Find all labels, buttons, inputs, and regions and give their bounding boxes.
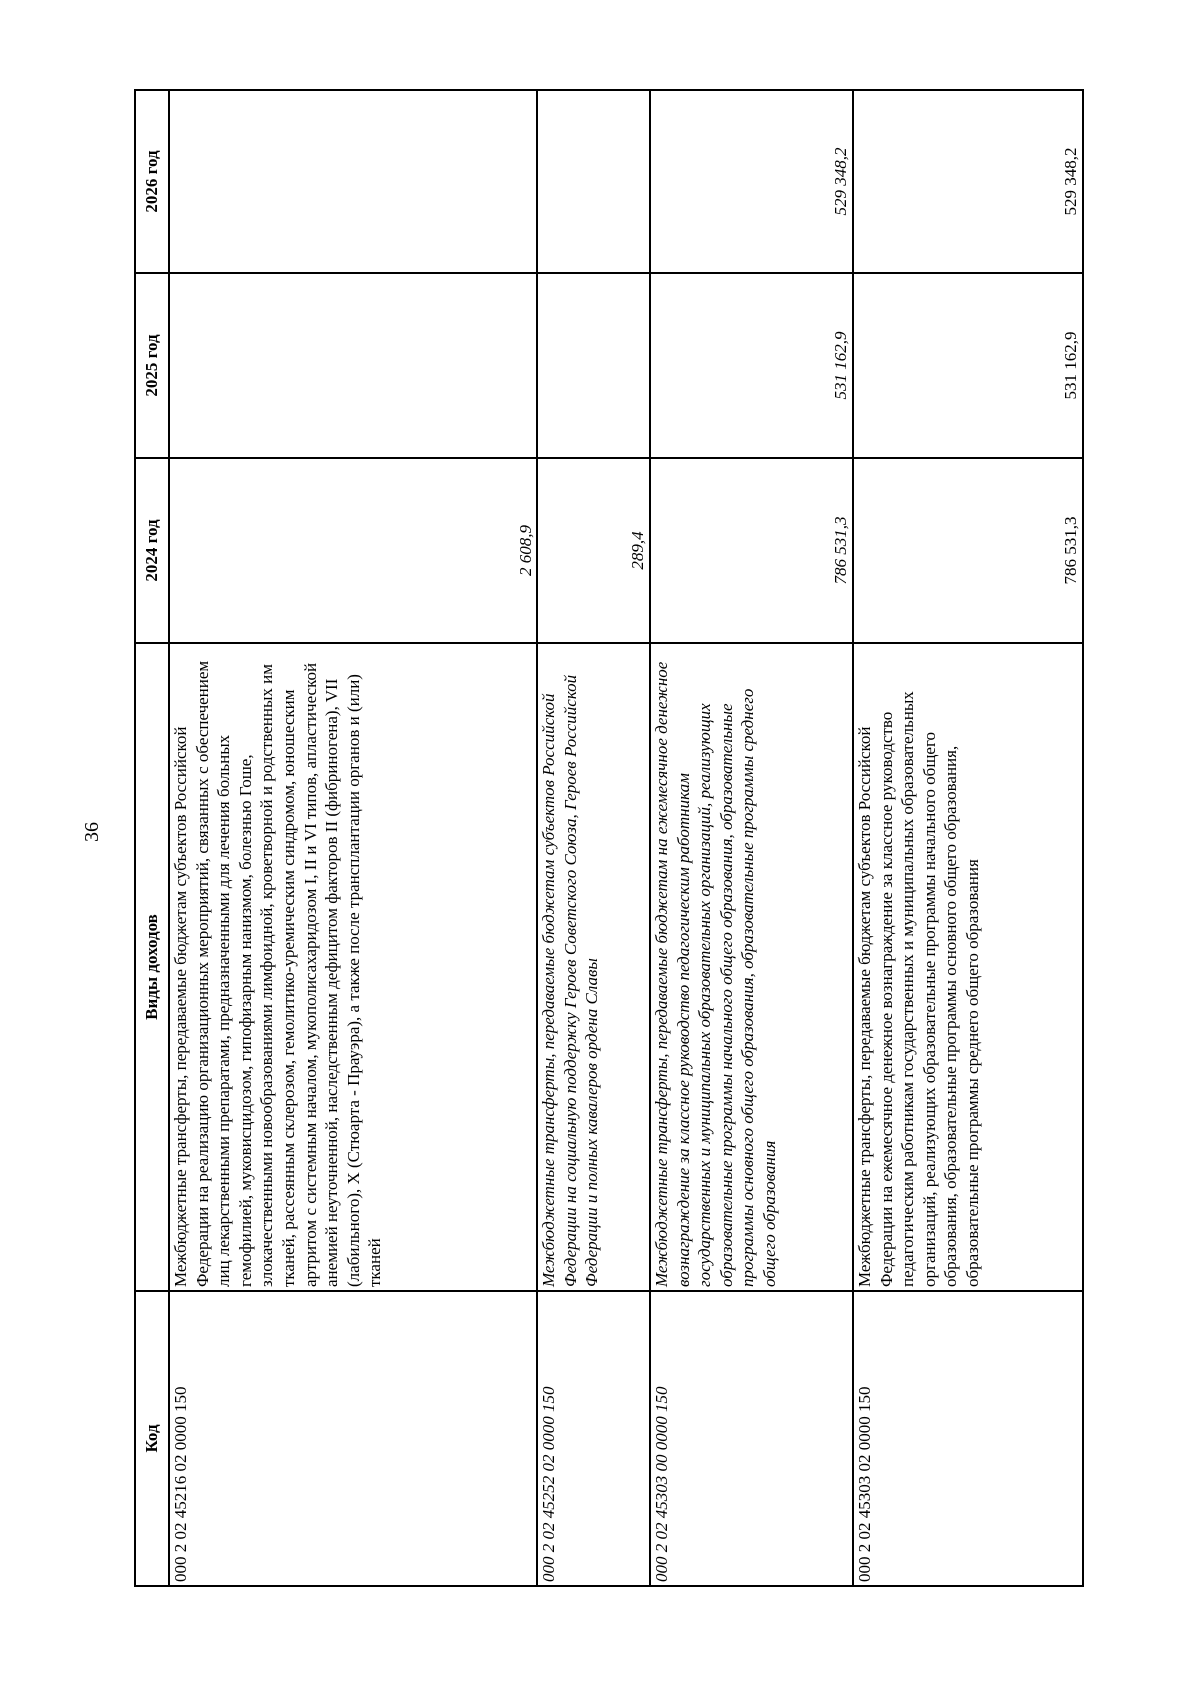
row-value-2025 (537, 273, 650, 458)
row-code: 000 2 02 45216 02 0000 150 (169, 1291, 537, 1586)
row-value-2026 (537, 90, 650, 273)
row-code: 000 2 02 45303 02 0000 150 (853, 1291, 1083, 1586)
row-description: Межбюджетные трансферты, передаваемые бюджетам субъектов Российской Федерации на ежемесячное денежное вознаграждение за классное руководство педагогическим работникам государственных и муниципальных образовательных организаций, реализующих образовательные программы начального общего образования, образовательные программы основного общего образования, образовательные программы среднего общего образования (853, 643, 1083, 1291)
row-value-2026: 529 348,2 (853, 90, 1083, 273)
header-revenue-type: Виды доходов (135, 643, 169, 1291)
row-value-2025: 531 162,9 (853, 273, 1083, 458)
row-value-2024: 786 531,3 (853, 458, 1083, 643)
row-value-2025: 531 162,9 (650, 273, 853, 458)
row-code: 000 2 02 45303 00 0000 150 (650, 1291, 853, 1586)
table-row (537, 90, 650, 1586)
header-2025: 2025 год (135, 273, 169, 458)
table-row (853, 90, 1083, 1586)
row-value-2026: 529 348,2 (650, 90, 853, 273)
table-row (650, 90, 853, 1586)
row-value-2026 (169, 90, 537, 273)
row-code: 000 2 02 45252 02 0000 150 (537, 1291, 650, 1586)
table-row (169, 90, 537, 1586)
row-value-2024: 2 608,9 (169, 458, 537, 643)
rotated-table-container (134, 91, 1084, 1587)
row-description: Межбюджетные трансферты, передаваемые бюджетам на ежемесячное денежное вознаграждение за классное руководство педагогическим работникам государственных и муниципальных образовательных организаций, реализующих образовательные программы начального общего образования, образовательные программы основного общего образования, образовательные программы среднего общего образования (650, 643, 853, 1291)
header-2024: 2024 год (135, 458, 169, 643)
row-description: Межбюджетные трансферты, передаваемые бюджетам субъектов Российской Федерации на социальную поддержку Героев Советского Союза, Героев Российской Федерации и полных кавалеров ордена Славы (537, 643, 650, 1291)
header-code: Код (135, 1291, 169, 1586)
row-value-2024: 786 531,3 (650, 458, 853, 643)
revenue-table (134, 89, 1084, 1587)
row-value-2024: 289,4 (537, 458, 650, 643)
page-number: 36 (81, 822, 103, 842)
header-2026: 2026 год (135, 90, 169, 273)
table-header-row (135, 90, 169, 1586)
row-description: Межбюджетные трансферты, передаваемые бюджетам субъектов Российской Федерации на реализацию организационных мероприятий, связанных с обеспечением лиц лекарственными препаратами, предназначенными для лечения больных гемофилией, муковисцидозом, гипофизарным нанизмом, болезнью Гоше, злокачественными новообразованиями лимфоидной, кроветворной и родственных им тканей, рассеянным склерозом, гемолитико-уремическим синдромом, юношеским артритом с системным началом, мукополисахаридозом I, II и VI типов, апластической анемией неуточненной, наследственным дефицитом факторов II (фибриногена), VII (лабильного), X (Стюарта - Прауэра), а также после трансплантации органов и (или) тканей (169, 643, 537, 1291)
row-value-2025 (169, 273, 537, 458)
